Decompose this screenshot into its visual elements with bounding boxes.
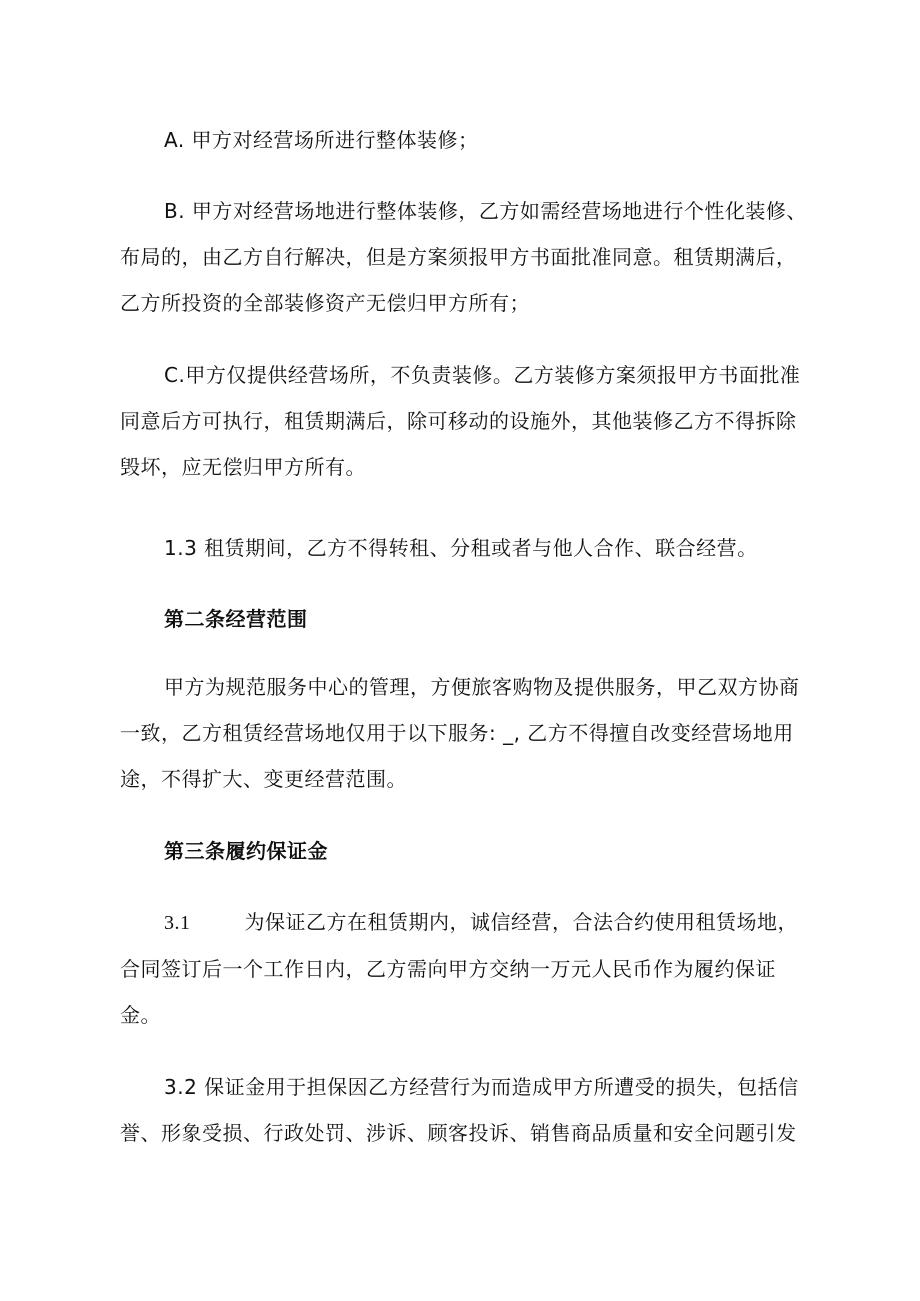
option-c-line-3: 毁坏，应无偿归甲方所有。 <box>120 455 366 479</box>
option-c-paragraph <box>120 352 800 490</box>
article-2-line-1: 甲方为规范服务中心的管理，方便旅客购物及提供服务，甲乙双方协商 <box>164 675 800 699</box>
article-2-line-2: 一致，乙方租赁经营场地仅用于以下服务: _, 乙方不得擅自改变经营场地用 <box>120 721 794 745</box>
option-c-line-2: 同意后方可执行，租赁期满后，除可移动的设施外，其他装修乙方不得拆除 <box>120 409 797 433</box>
option-b-line-2: 布局的，由乙方自行解决，但是方案须报甲方书面批准同意。租赁期满后， <box>120 245 797 269</box>
clause-1-3-line-1: 1.3 租赁期间，乙方不得转租、分租或者与他人合作、联合经营。 <box>164 536 758 560</box>
option-b-line-3: 乙方所投资的全部装修资产无偿归甲方所有； <box>120 291 530 315</box>
clause-3-1-line-3: 金。 <box>120 1003 161 1027</box>
article-3-heading <box>120 828 800 874</box>
clause-3-1-line-2: 合同签订后一个工作日内，乙方需向甲方交纳一万元人民币作为履约保证 <box>120 957 776 981</box>
article-2-paragraph <box>120 664 800 802</box>
option-c-line-1: C.甲方仅提供经营场所，不负责装修。乙方装修方案须报甲方书面批准 <box>164 363 801 387</box>
article-3-heading-text: 第三条履约保证金 <box>164 839 328 863</box>
clause-3-1-line-1 <box>120 899 800 946</box>
article-2-line-3: 途，不得扩大、变更经营范围。 <box>120 767 407 791</box>
option-a-paragraph <box>120 117 800 163</box>
option-b-line-1: B. 甲方对经营场地进行整体装修，乙方如需经营场地进行个性化装修、 <box>164 199 807 223</box>
clause-3-2-paragraph <box>120 1064 800 1156</box>
clause-3-2-line-1: 3.2 保证金用于担保因乙方经营行为而造成甲方所遭受的损失，包括信 <box>164 1075 799 1099</box>
article-2-heading <box>120 596 800 642</box>
clause-3-2-line-2: 誉、形象受损、行政处罚、涉诉、顾客投诉、销售商品质量和安全问题引发 <box>120 1121 797 1145</box>
clause-3-1-number: 3.1 <box>164 912 191 934</box>
clause-3-1-paragraph <box>120 899 800 1038</box>
option-b-paragraph <box>120 188 807 326</box>
clause-1-3-paragraph <box>120 525 800 571</box>
article-2-heading-text: 第二条经营范围 <box>164 607 308 631</box>
clause-3-1-line-1-text: 为保证乙方在租赁期内，诚信经营，合法合约使用租赁场地， <box>244 910 798 934</box>
option-a-line-1: A. 甲方对经营场所进行整体装修； <box>164 128 479 152</box>
